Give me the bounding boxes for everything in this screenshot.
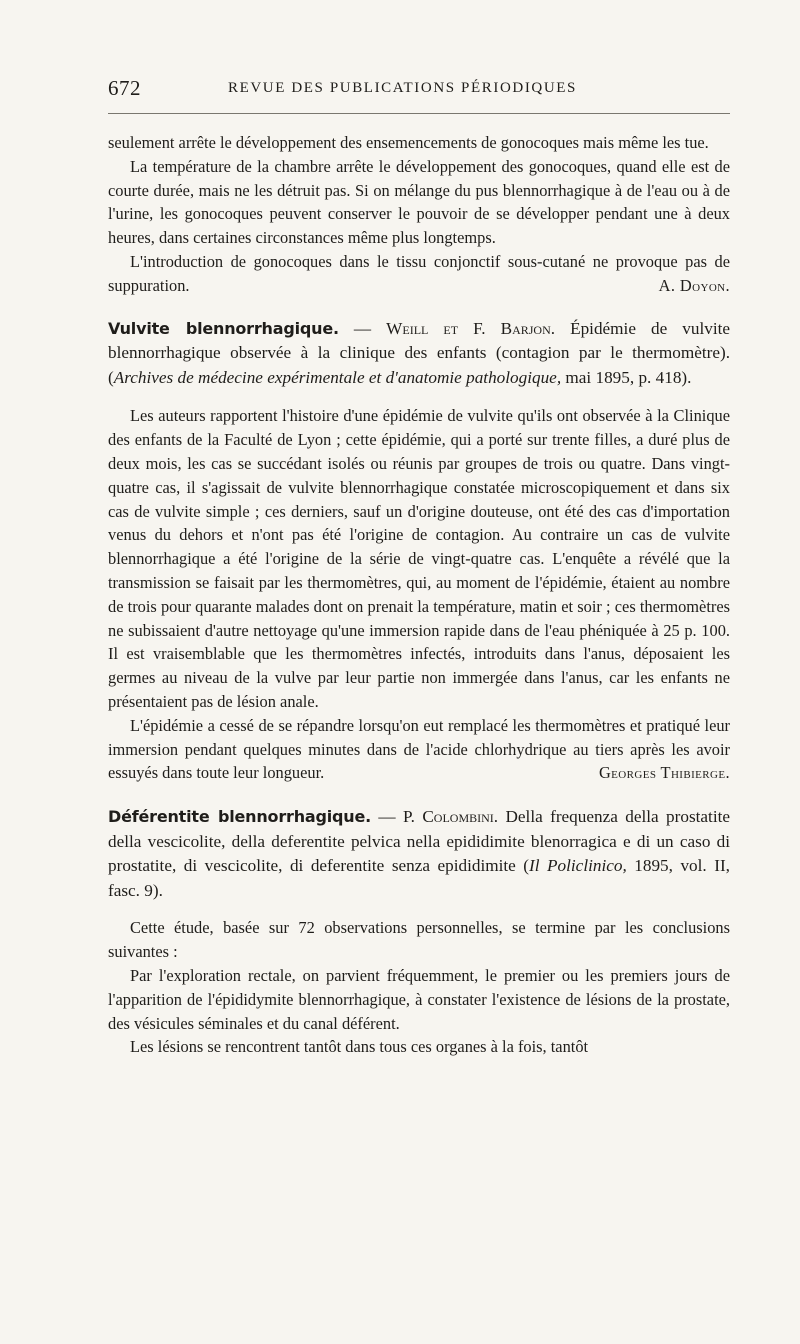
paragraph-with-signature bbox=[108, 250, 730, 298]
header-rule bbox=[108, 113, 730, 114]
article-subject: Della frequenza della prostatite della vescicolite, della deferentite pelvica nella epididimite blenorragica e di un caso di prostatite, di vescicolite, di deferentite senza epididimite ( bbox=[108, 807, 730, 876]
article-reference: mai 1895, p. 418). bbox=[561, 367, 692, 387]
page-body bbox=[108, 131, 730, 1059]
paragraph: Les auteurs rapportent l'histoire d'une épidémie de vulvite qu'ils ont observée à la Clinique des enfants de la Faculté de Lyon ; cette épidémie, qui a porté sur trente filles, a duré plus de deux mois, les cas se succédant isolés ou réunis par groupes de trois ou quatre. Dans vingt-quatre cas, il s'agissait de vulvite blennorrhagique constatée microscopiquement et dans six cas de vulvite simple ; ces derniers, sauf un d'origine douteuse, ont été des cas d'importation venus du dehors et n'ont pas été l'origine de contagion. Au contraire un cas de vulvite blennorrhagique a été l'origine de la série de vingt-quatre cas. L'enquête a révélé que la transmission se faisait par les thermomètres, qui, au moment de l'épidémie, étaient au nombre de trois pour quarante malades dont on prenait la température, matin et soir ; ces thermomètres ne subissaient d'autre nettoyage qu'une immersion rapide dans de l'eau phéniquée à 25 p. 100. Il est vraisemblable que les thermomètres infectés, introduits dans l'anus, déposaient les germes au niveau de la vulve par leur partie non immergée dans l'anus, car les enfants ne présentaient pas de lésion anale. bbox=[108, 406, 730, 711]
article-heading bbox=[108, 805, 730, 903]
article-heading bbox=[108, 317, 730, 391]
article-subject: Épidémie de vulvite blennorrhagique observée à la clinique des enfants (contagion par le thermomètre). ( bbox=[108, 318, 730, 387]
article-title: Déférentite blennorrhagique. bbox=[108, 807, 372, 827]
paragraph-continues: Les lésions se rencontrent tantôt dans tous ces organes à la fois, tantôt bbox=[130, 1037, 589, 1057]
paragraph: Cette étude, basée sur 72 observations personnelles, se termine par les conclusions suivantes : bbox=[108, 918, 730, 962]
page-header bbox=[108, 76, 730, 102]
page-number: 672 bbox=[108, 76, 141, 100]
signature: A. Doyon. bbox=[658, 275, 730, 295]
journal-name: Archives de médecine expérimentale et d'anatomie pathologique, bbox=[113, 367, 562, 387]
paragraph: La température de la chambre arrête le développement des gonocoques, quand elle est de courte durée, mais ne les détruit pas. Si on mélange du pus blennorrhagique à de l'eau ou à de l'urine, les gonocoques peuvent conserver le pouvoir de se développer pendant une à deux heures, dans certaines circonstances même plus longtemps. bbox=[108, 156, 730, 248]
paragraph-text: L'épidémie a cessé de se répandre lorsqu'on eut remplacé les thermomètres et pratiqué leur immersion pendant quelques minutes dans de l'acide chlorhydrique au tiers après les avoir essuyés dans toute leur longueur. bbox=[108, 715, 730, 783]
heading-dash: — bbox=[371, 807, 403, 827]
article-title: Vulvite blennorrhagique. bbox=[108, 318, 339, 338]
paragraph-text: L'introduction de gonocoques dans le tissu conjonctif sous-cutané ne provoque pas de suppuration. bbox=[108, 251, 730, 295]
journal-name: Il Policlinico, bbox=[529, 856, 627, 876]
running-head: REVUE DES PUBLICATIONS PÉRIODIQUES bbox=[228, 80, 577, 96]
article-authors: P. Colombini. bbox=[403, 807, 499, 827]
paragraph: Par l'exploration rectale, on parvient fréquemment, le premier ou les premiers jours de l'apparition de l'épididymite blennorrhagique, à constater l'existence de lésions de la prostate, des vésicules séminales et du canal déférent. bbox=[108, 966, 730, 1033]
heading-dash: — bbox=[338, 318, 387, 338]
signature: Georges Thibierge. bbox=[598, 763, 730, 783]
article-authors: Weill et F. Barjon. bbox=[386, 318, 556, 338]
paragraph-continued: seulement arrête le développement des ensemencements de gonocoques mais même les tue. bbox=[108, 133, 709, 152]
article-reference: 1895, vol. II, fasc. 9). bbox=[108, 856, 730, 900]
paragraph-with-signature bbox=[108, 714, 730, 785]
